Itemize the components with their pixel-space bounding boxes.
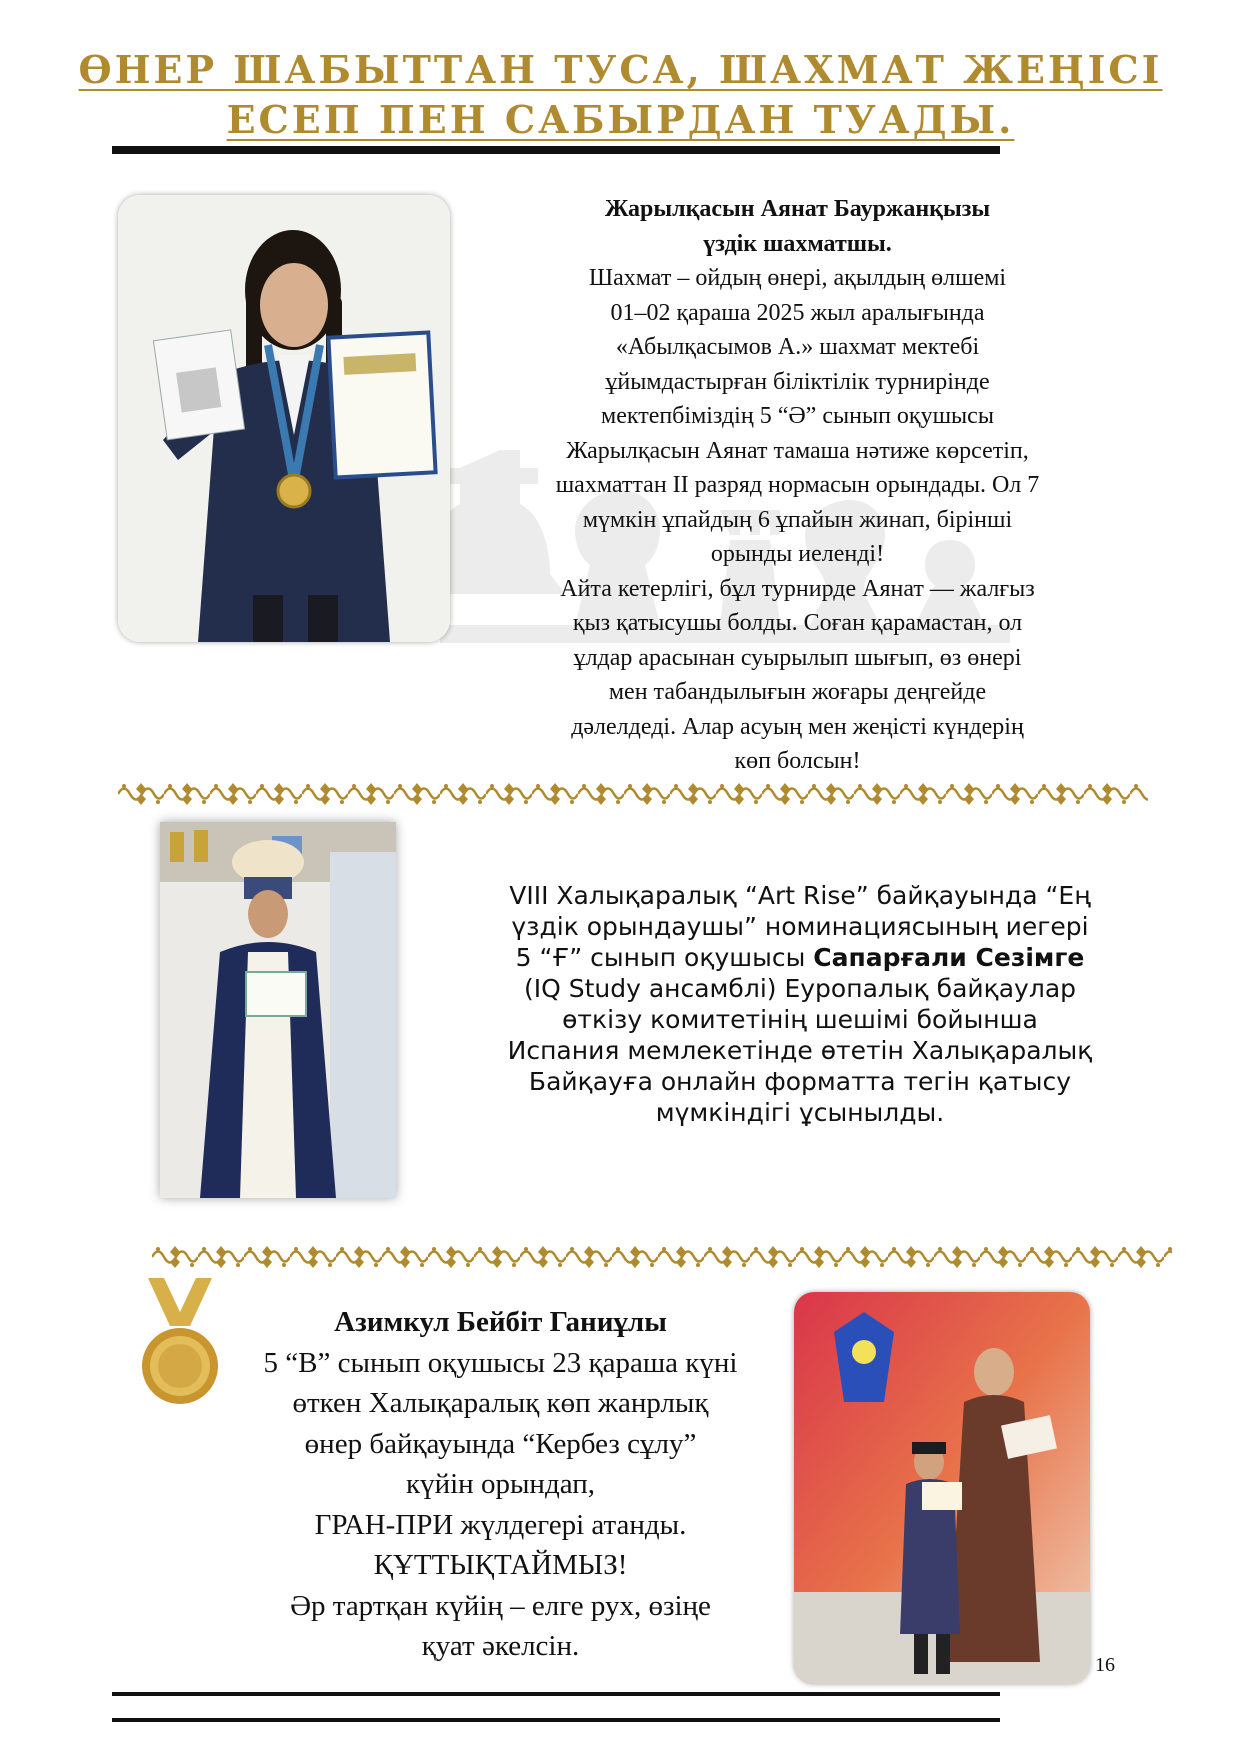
chess-student-name: Жарылқасын Аянат Бауржанқызы: [604, 196, 991, 222]
kerbez-sulu-photo: [794, 1292, 1090, 1684]
chess-line: қыз қатысушы болды. Соған қарамастан, ол: [572, 610, 1023, 636]
article-kerbez-sulu: [218, 1302, 783, 1667]
art-rise-line: Байқауға онлайн форматта тегін қатысу: [528, 1067, 1072, 1096]
article-art-rise: [470, 880, 1130, 1128]
chess-line: шахматтан II разряд нормасын орындады. Ол 7: [555, 472, 1040, 498]
ornament-divider-2: [152, 1244, 1172, 1270]
art-rise-line: VIII Халықаралық “Art Rise” байқауында “Ең: [509, 881, 1091, 910]
chess-line: ұлдар арасынан суырылып шығып, өз өнері: [573, 644, 1022, 671]
chess-line: көп болсын!: [734, 748, 861, 774]
chess-line: Айта кетерлігі, бұл турнирде Аянат — жалғыз: [560, 575, 1035, 602]
chess-line: мектепбіміздің 5 “Ә” сынып оқушысы: [601, 403, 994, 429]
kuy-line: Әр тартқан күйің – елге рух, өзіңе: [290, 1589, 711, 1622]
art-rise-line: (IQ Study ансамблі) Еуропалық байқаулар: [523, 974, 1077, 1003]
kuy-line: ҚҰТТЫҚТАЙМЫЗ!: [373, 1549, 628, 1581]
art-rise-student-name: Сапарғали Сезімге: [813, 943, 1085, 972]
chess-line: Жарылқасын Аянат тамаша нәтиже көрсетіп,: [566, 437, 1029, 464]
footer-rule-bottom: [112, 1718, 1000, 1722]
art-rise-line: өткізу комитетінің шешімі бойынша: [562, 1005, 1038, 1034]
kuy-student-name: Азимкул Бейбіт Ганиұлы: [334, 1306, 667, 1338]
gold-medal-icon: [138, 1278, 222, 1408]
art-rise-line: мүмкіндігі ұсынылды.: [655, 1098, 945, 1127]
header-rule: [112, 146, 1000, 154]
chess-line: мен табандылығын жоғары деңгейде: [608, 679, 987, 705]
chess-line: «Абылқасымов А.» шахмат мектебі: [615, 334, 980, 360]
art-rise-line: Испания мемлекетінде өтетін Халықаралық: [507, 1036, 1093, 1065]
kuy-line: өнер байқауында “Кербез сұлу”: [304, 1427, 697, 1460]
chess-line: мүмкін ұпайдың 6 ұпайын жинап, бірінші: [582, 506, 1013, 533]
page-title: ӨНЕР ШАБЫТТАН ТУСА, ШАХМАТ ЖЕҢІСІ: [78, 47, 1163, 92]
footer-rule-top: [112, 1692, 1000, 1696]
chess-line: орынды иеленді!: [710, 541, 885, 567]
ornament-divider-1: [118, 781, 1148, 807]
kuy-line: қуат әкелсін.: [421, 1630, 580, 1662]
chess-line: дәлелдеді. Алар асуың мен жеңісті күндерің: [571, 713, 1024, 740]
chess-line: 01–02 қараша 2025 жыл аралығында: [610, 299, 985, 326]
chess-line: Шахмат – ойдың өнері, ақылдың өлшемі: [588, 265, 1007, 291]
kuy-line: ГРАН-ПРИ жүлдегері атанды.: [314, 1508, 687, 1541]
chess-line: ұйымдастырған біліктілік турнирінде: [605, 368, 990, 395]
chess-girl-photo: [118, 195, 450, 642]
kuy-line: өткен Халықаралық көп жанрлық: [292, 1387, 709, 1419]
art-rise-line: 5 “Ғ” сынып оқушысы Сапарғали Сезімге: [515, 943, 1085, 972]
art-rise-photo: [160, 822, 396, 1198]
art-rise-line: үздік орындаушы” номинациясының иегері: [511, 912, 1089, 941]
kuy-line: күйін орындап,: [406, 1468, 595, 1500]
chess-student-subtitle: үздік шахматшы.: [703, 230, 892, 257]
page-number: 16: [1095, 1654, 1115, 1676]
page-title-line2: ЕСЕП ПЕН САБЫРДАН ТУАДЫ.: [226, 97, 1015, 142]
kuy-line: 5 “В” сынып оқушысы 23 қараша күні: [263, 1346, 738, 1379]
article-chess: [505, 192, 1090, 779]
